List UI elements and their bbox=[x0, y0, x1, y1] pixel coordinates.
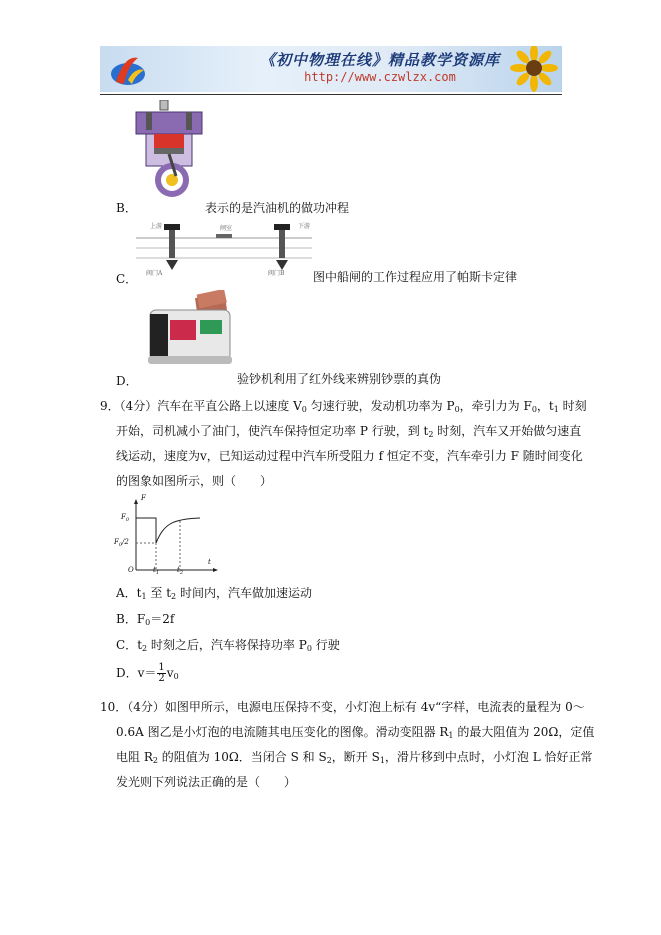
banner-url: http://www.czwlzx.com bbox=[304, 70, 456, 84]
sunflower-icon bbox=[500, 46, 562, 92]
logo-icon bbox=[108, 52, 148, 88]
gate-b-label: 阀门B bbox=[268, 270, 285, 277]
q8-option-b-text: 表示的是汽油机的做功冲程 bbox=[205, 201, 350, 215]
graph-y-label: F bbox=[141, 494, 146, 502]
q9-option-a: A．$t_1$ 至 $t_2$ 时间内，汽车做加速运动 bbox=[116, 586, 312, 601]
gate-a-label: 阀门A bbox=[146, 270, 163, 277]
q9-option-c: C．$t_2$ 时刻之后，汽车将保持功率 $P_0$ 行驶 bbox=[116, 638, 340, 653]
q9-line-3: 线运动，速度为v，已知运动过程中汽车所受阻力 f 恒定不变，汽车牵引力 F 随时间变化 bbox=[116, 449, 583, 463]
lock-up-label: 上游 bbox=[150, 223, 163, 230]
graph-x-label: t bbox=[208, 558, 211, 566]
q8-option-d-text: 验钞机利用了红外线来辨别钞票的真伪 bbox=[237, 372, 442, 386]
q10-score: （4分） bbox=[127, 700, 165, 714]
graph-t1-label: $t_1$ bbox=[153, 566, 160, 576]
banner-title: 《初中物理在线》精品教学资源库 bbox=[259, 51, 500, 69]
force-curve-2 bbox=[156, 518, 200, 543]
q10-line-3: 电阻 $R_2$ 的阻值为 10Ω．当闭合 S 和 $S_2$，断开 $S_1$，滑片移到中点时，小灯泡 L 恰好正常 bbox=[116, 750, 593, 765]
q10-line-2: 0.6A 图乙是小灯泡的电流随其电压变化的图像。滑动变阻器 $R_1$ 的最大阻值为 20Ω，定值 bbox=[116, 725, 595, 740]
fraction-one-half: $\frac{1}{2}$ bbox=[158, 662, 165, 684]
q9-option-b: B．$F_0=2f$ bbox=[116, 612, 175, 627]
q8-option-c-letter: C． bbox=[116, 272, 138, 286]
q9-force-time-graph bbox=[112, 494, 222, 576]
q9-number: 9． bbox=[100, 399, 120, 413]
graph-f0-label: $F_0$ bbox=[121, 513, 130, 523]
q8-option-c-text: 图中船闸的工作过程应用了帕斯卡定律 bbox=[313, 270, 518, 284]
gasoline-engine-figure bbox=[132, 100, 208, 198]
money-counter-figure bbox=[140, 290, 236, 370]
q9-line-1: 9．（4分）汽车在平直公路上以速度 $V_0$ 匀速行驶，发动机功率为 $P_0$，牵引力为 $F_0$，$t_1$ 时刻 bbox=[100, 399, 587, 414]
graph-t2-label: $t_2$ bbox=[177, 566, 184, 576]
q8-option-b-letter: B． bbox=[116, 201, 137, 215]
header-rule bbox=[100, 94, 562, 95]
q10-line-4: 发光则下列说法正确的是（ ） bbox=[116, 775, 297, 789]
header-banner bbox=[100, 46, 562, 92]
lock-chamber-label: 闸室 bbox=[220, 225, 233, 232]
q9-line-4: 的图象如图所示，则（ ） bbox=[116, 474, 273, 488]
q9-score: （4分） bbox=[119, 399, 158, 413]
q10-number: 10． bbox=[100, 700, 128, 714]
lock-down-label: 下游 bbox=[298, 223, 311, 230]
q9-option-d: D．v＝ $\frac{1}{2}$ $v_0$ bbox=[116, 662, 179, 684]
q8-option-d-letter: D． bbox=[116, 374, 138, 388]
force-curve-1 bbox=[136, 518, 156, 543]
graph-origin-label: O bbox=[128, 566, 134, 574]
q10-line-1: 10．（4分）如图甲所示，电源电压保持不变，小灯泡上标有 4v“字样，电流表的量程为 0～ bbox=[100, 700, 585, 714]
graph-f0-half-label: $F_0/2$ bbox=[114, 538, 129, 548]
q9-line-2: 开始，司机减小了油门，使汽车保持恒定功率 P 行驶，到 $t_2$ 时刻，汽车又开始做匀速直 bbox=[116, 424, 582, 439]
